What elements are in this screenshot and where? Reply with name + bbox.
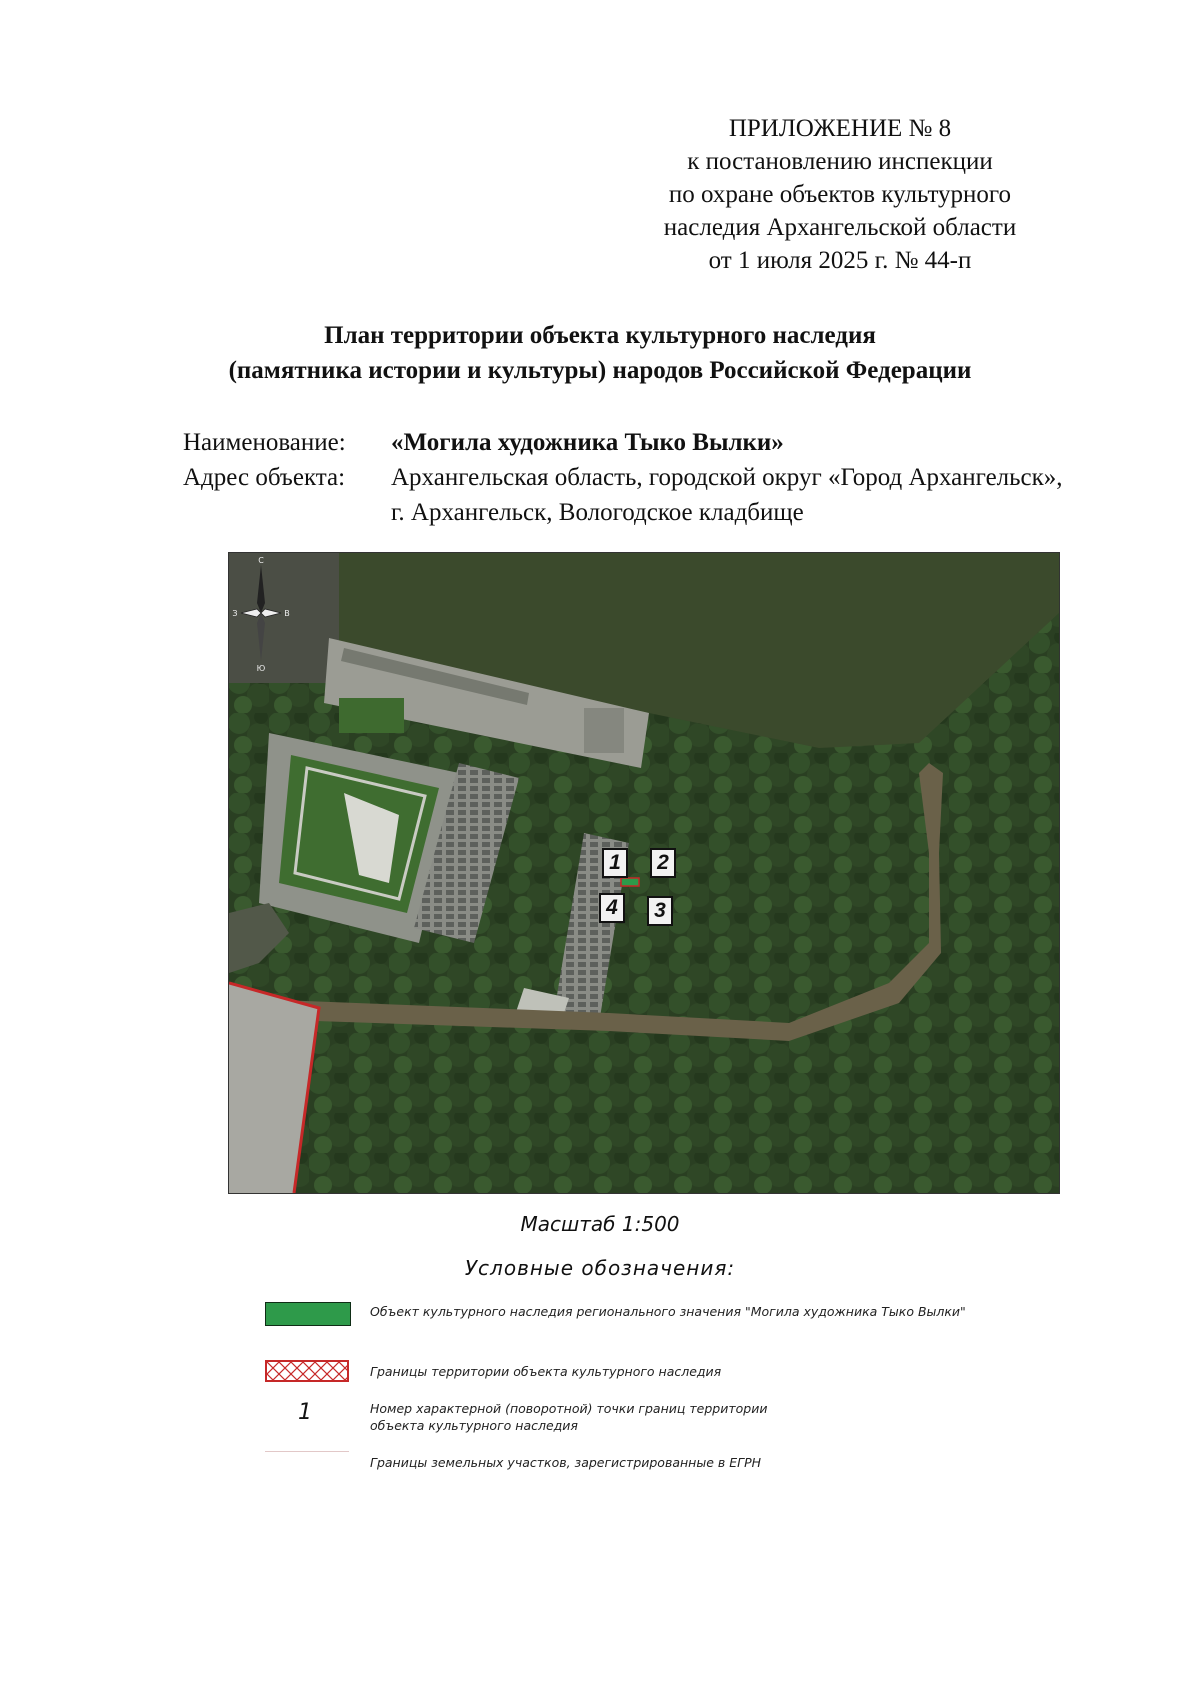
boundary-point-3: 3 (647, 896, 673, 926)
legend-title: Условные обозначения: (464, 1256, 736, 1280)
building-area (229, 553, 339, 683)
title-line: (памятника истории и культуры) народов Российской Федерации (228, 357, 972, 384)
legend-object-swatch (265, 1302, 351, 1326)
appendix-header (580, 112, 1100, 277)
name-value: «Могила художника Тыко Вылки» (391, 429, 784, 456)
address-value: Архангельская область, городской округ «Город Архангельск», г. Архангельск, Вологодское кладбище (391, 464, 1063, 526)
compass-east: В (284, 609, 290, 618)
legend-territory-swatch (265, 1360, 349, 1382)
document-title (0, 318, 1200, 388)
grave-object (621, 878, 639, 886)
legend-point-text-2: объекта культурного наследия (370, 1418, 578, 1433)
map-image (229, 553, 1059, 1193)
compass-west: З (232, 609, 238, 618)
map-scale: Масштаб 1:500 (520, 1212, 680, 1236)
boundary-point-4: 4 (599, 893, 625, 923)
object-info (183, 425, 1071, 530)
legend-territory-text: Границы территории объекта культурного наследия (370, 1364, 722, 1379)
legend-parcel-swatch (265, 1451, 349, 1474)
compass-south: Ю (256, 664, 266, 673)
appendix-line: к постановлению инспекции (687, 148, 993, 175)
boundary-point-1: 1 (602, 848, 628, 878)
address-label: Адрес объекта: (183, 464, 346, 491)
legend-parcel-text: Границы земельных участков, зарегистрированные в ЕГРН (370, 1455, 762, 1470)
boundary-point-2: 2 (650, 848, 676, 878)
aerial-map (228, 552, 1060, 1194)
small-building (584, 708, 624, 753)
title-line: План территории объекта культурного наследия (324, 322, 876, 349)
appendix-line: наследия Архангельской области (663, 214, 1017, 241)
legend-point-symbol: 1 (298, 1400, 312, 1425)
appendix-line: по охране объектов культурного (668, 181, 1012, 208)
appendix-number: ПРИЛОЖЕНИЕ № 8 (728, 115, 952, 142)
legend-object-text: Объект культурного наследия регионального значения "Могила художника Тыко Вылки" (370, 1304, 966, 1319)
legend-point-text-1: Номер характерной (поворотной) точки границ территории (370, 1401, 768, 1416)
address-row (183, 460, 1071, 530)
compass-north: С (258, 556, 264, 565)
appendix-date: от 1 июля 2025 г. № 44-п (708, 247, 972, 274)
name-row (183, 425, 1071, 460)
plaza-lawn (339, 698, 404, 733)
hatch-pattern (267, 1362, 347, 1380)
name-label: Наименование: (183, 429, 346, 456)
